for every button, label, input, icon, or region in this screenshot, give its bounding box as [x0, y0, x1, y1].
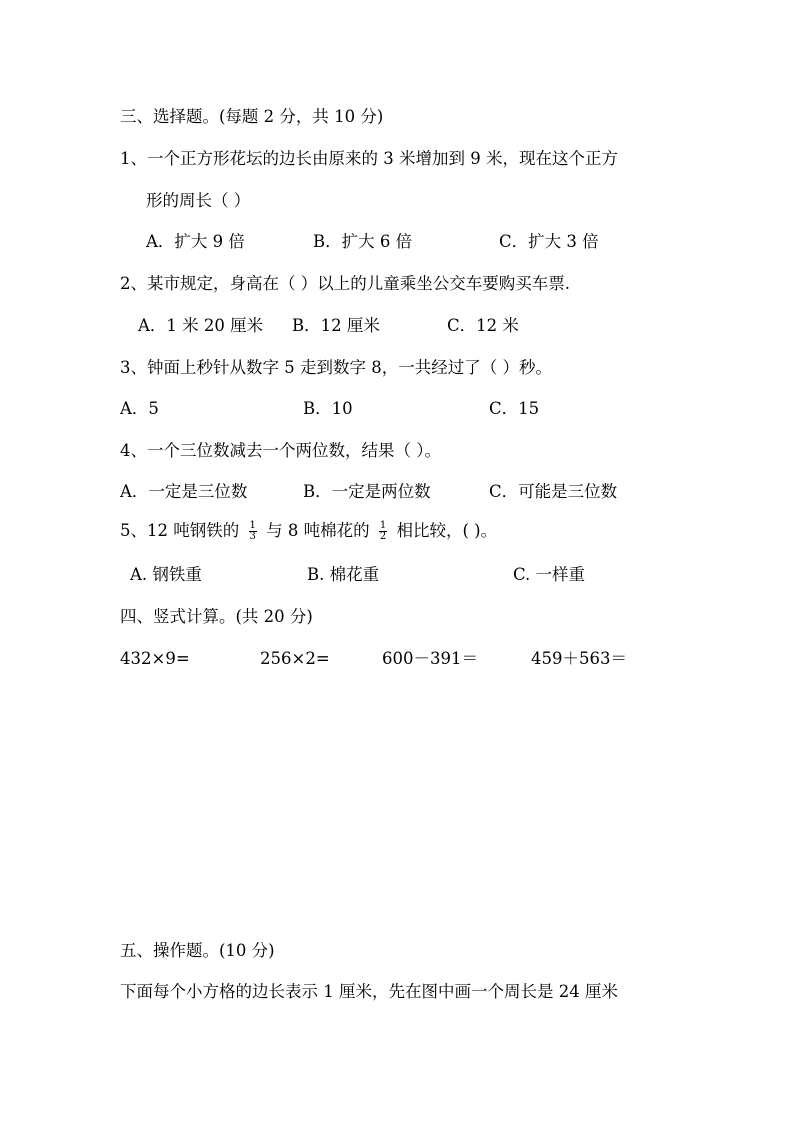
question-4-text: 4、一个三位数减去一个两位数，结果（ ）。	[120, 441, 441, 460]
question-1-option-a: A．扩大 9 倍	[146, 232, 245, 251]
question-3-option-b: B．10	[303, 399, 353, 418]
question-3-option-c: C．15	[489, 399, 540, 418]
question-4-option-c: C．可能是三位数	[489, 482, 618, 501]
question-5-part-2: 与 8 吨棉花的	[266, 521, 370, 540]
fraction-one-half	[379, 521, 387, 542]
fraction-denominator: 2	[379, 531, 387, 542]
question-4-option-b: B．一定是两位数	[303, 482, 431, 501]
fraction-one-third	[249, 521, 257, 542]
question-4-option-a: A．一定是三位数	[120, 482, 248, 501]
question-2-option-c: C．12 米	[447, 316, 519, 335]
question-5-option-a: A. 钢铁重	[130, 565, 202, 584]
fraction-numerator: 1	[379, 520, 387, 531]
calc-problem-3: 600－391＝	[382, 649, 478, 668]
fraction-numerator: 1	[249, 520, 256, 531]
question-1-option-c: C．扩大 3 倍	[499, 232, 599, 251]
section-5-instruction: 下面每个小方格的边长表示 1 厘米，先在图中画一个周长是 24 厘米	[120, 982, 618, 1001]
section-4-title: 四、竖式计算。(共 20 分)	[120, 607, 313, 626]
question-5-text	[120, 520, 497, 542]
question-2-option-a: A．1 米 20 厘米	[138, 316, 264, 335]
calc-problem-4: 459＋563＝	[531, 649, 627, 668]
calc-problem-1: 432×9=	[120, 649, 190, 668]
question-5-option-b: B. 棉花重	[307, 565, 380, 584]
question-5-option-c: C. 一样重	[513, 565, 586, 584]
question-1-text: 1、一个正方形花坛的边长由原来的 3 米增加到 9 米，现在这个正方	[120, 149, 618, 168]
question-5-part-1: 5、12 吨钢铁的	[120, 521, 240, 540]
fraction-denominator: 3	[249, 531, 256, 542]
question-1-option-b: B．扩大 6 倍	[313, 232, 413, 251]
question-2-text: 2、某市规定，身高在（ ）以上的儿童乘坐公交车要购买车票.	[120, 274, 570, 293]
question-3-text: 3、钟面上秒针从数字 5 走到数字 8，一共经过了（ ）秒。	[120, 358, 552, 377]
question-3-option-a: A．5	[120, 399, 159, 418]
section-3-title: 三、选择题。(每题 2 分，共 10 分)	[120, 107, 384, 126]
calc-problem-2: 256×2=	[260, 649, 330, 668]
question-1-text-cont: 形的周长（ ）	[146, 191, 251, 210]
question-5-part-3: 相比较，( )。	[396, 521, 498, 540]
section-5-title: 五、操作题。(10 分)	[120, 941, 275, 960]
question-2-option-b: B．12 厘米	[292, 316, 380, 335]
